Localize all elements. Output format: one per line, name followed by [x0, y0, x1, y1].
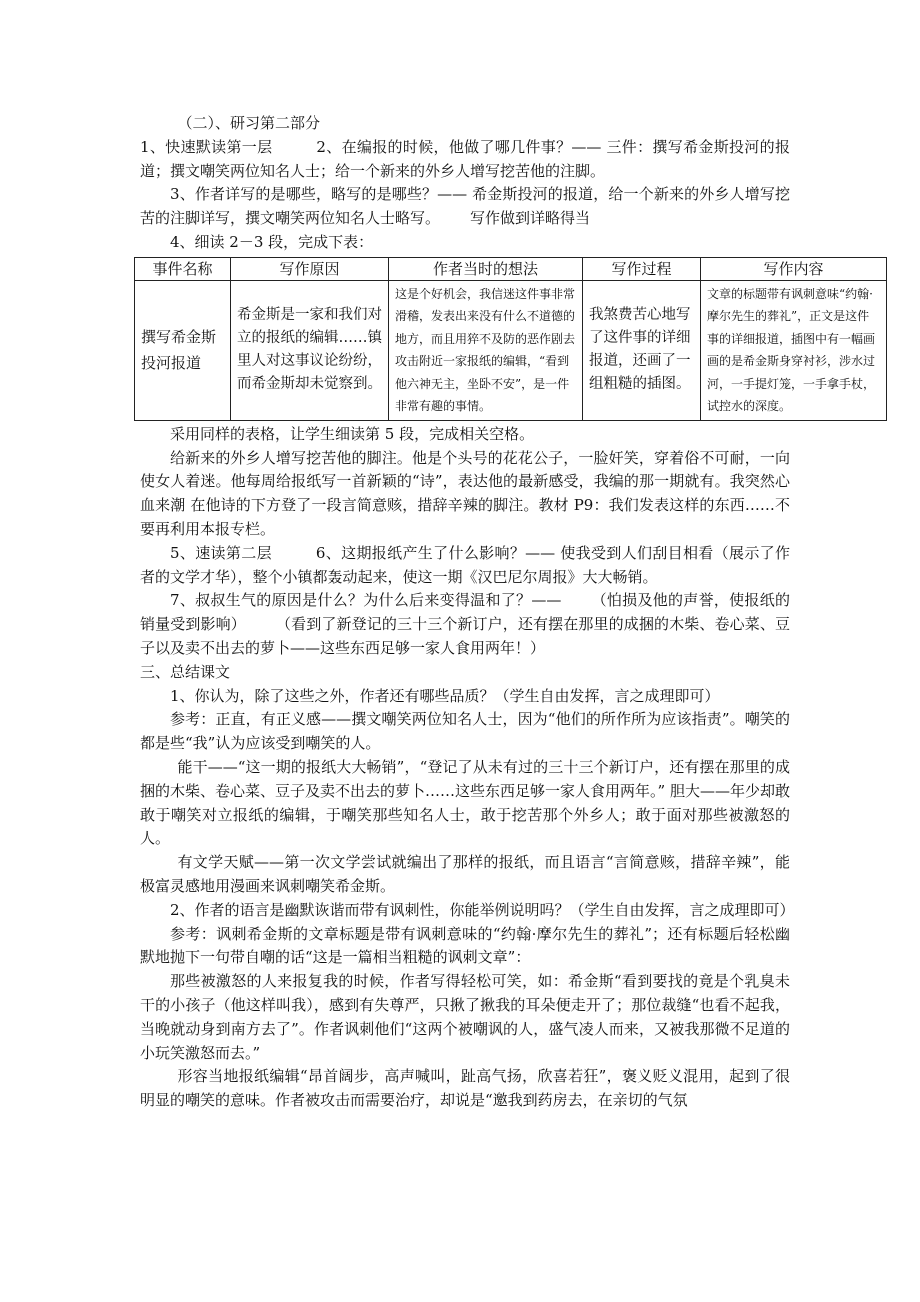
answer-7a: （怕损及他的声誉，使报纸的销量受到影响） [140, 591, 790, 634]
question-3-note: 写作做到详略得当 [470, 209, 591, 228]
instruction-paragraph: 采用同样的表格，让学生细读第 5 段，完成相关空格。 [170, 424, 535, 443]
reference-paragraph-2: 能干——“这一期的报纸大大畅销”，“登记了从未有过的三十三个新订户，还有摆在那里的成捆的木柴、卷心菜、豆子及卖不出去的萝卜……这些东西足够一家人食用两年。” 胆大——年少却敢敢于嘲笑对立报纸的编辑，于嘲笑那些知名人士，敢于挖苦那个外乡人；敢于面对那些被激怒的人。 [140, 757, 790, 848]
table-row [135, 280, 887, 420]
footnote-paragraph: 给新来的外乡人增写挖苦他的脚注。他是个头号的花花公子，一脸奸笑，穿着俗不可耐，一向使女人着迷。他每周给报纸写一首新颖的“诗”，表达他的最新感受，我编的那一期就有。我突然心血来潮 在他诗的下方登了一段言简意赅，措辞辛辣的脚注。教材 P9：我们发表这样的东西……不要再利用本报专栏。 [140, 448, 790, 538]
question-3 [140, 183, 790, 231]
question-paragraph [140, 136, 790, 184]
header-reason: 写作原因 [231, 257, 389, 280]
question-5: 5、速读第二层 [170, 543, 272, 562]
header-thought: 作者当时的想法 [389, 257, 583, 280]
question-1: 1、快速默读第一层 [140, 137, 273, 156]
summary-heading: 三、总结课文 [140, 662, 231, 681]
question-3-text: 3、作者详写的是哪些，略写的是哪些？—— 希金斯投河的报道，给一个新来的外乡人增写挖苦的注脚详写，撰文嘲笑两位知名人士略写。 [140, 185, 790, 228]
reference-paragraph-5: 那些被激怒的人来报复我的时候，作者写得轻松可笑，如：希金斯“看到要找的竟是个乳臭未干的小孩子（他这样叫我），感到有失尊严，只揪了揪我的耳朵便走开了；那位裁缝“也看不起我，当晚就动身到南方去了”。作者讽刺他们“这两个被嘲讽的人，盛气凌人而来，又被我那微不足道的小玩笑激怒而去。” [140, 972, 790, 1062]
table-header-row [135, 257, 887, 280]
header-event: 事件名称 [135, 257, 231, 280]
reference-paragraph-1: 参考：正直，有正义感——撰文嘲笑两位知名人士，因为“他们的所作所为应该指责”。嘲笑的都是些“我”认为应该受到嘲笑的人。 [140, 710, 790, 753]
summary-question-1: 1、你认为，除了这些之外，作者还有哪些品质？（学生自由发挥，言之成理即可） [170, 686, 720, 705]
question-7-text: 7、叔叔生气的原因是什么？为什么后来变得温和了？—— [170, 591, 562, 610]
question-6: 6、这期报纸产生了什么影响？—— 使我受到人们刮目相看（展示了作者的文学才华），整个小镇都轰动起来，使这一期《汉巴尼尔周报》大大畅销。 [140, 543, 790, 586]
reference-paragraph-4: 参考：讽刺希金斯的文章标题是带有讽刺意味的“约翰·摩尔先生的葬礼”；还有标题后轻松幽默地抛下一句带自嘲的话“这是一篇相当粗糙的讽刺文章”： [140, 924, 790, 967]
answer-7b: （看到了新登记的三十三个新订户，还有摆在那里的成捆的木柴、卷心菜、豆子以及卖不出去的萝卜——这些东西足够一家人食用两年！） [140, 615, 790, 657]
question-7 [140, 589, 790, 660]
reference-paragraph-6: 形容当地报纸编辑“昂首阔步，高声喊叫，趾高气扬，欣喜若狂”，褒义贬义混用，起到了很明显的嘲笑的意味。作者被攻击而需要治疗，却说是“邀我到药房去，在亲切的气氛 [140, 1067, 790, 1110]
section-heading: （二）、研习第二部分 [177, 114, 321, 132]
summary-question-2: 2、作者的语言是幽默诙谐而带有讽刺性，你能举例说明吗？（学生自由发挥，言之成理即可） [170, 900, 795, 919]
cell-reason: 希金斯是一家和我们对立的报纸的编辑……镇里人对这事议论纷纷，而希金斯却未觉察到。 [231, 280, 389, 420]
question-5-6 [140, 542, 790, 590]
cell-process: 我煞费苦心地写了这件事的详细报道，还画了一组粗糙的插图。 [583, 280, 701, 420]
analysis-table [134, 257, 887, 421]
question-4: 4、细读 2－3 段，完成下表： [170, 232, 374, 251]
cell-event: 撰写希金斯投河报道 [135, 280, 231, 420]
header-content: 写作内容 [701, 257, 887, 280]
header-process: 写作过程 [583, 257, 701, 280]
question-2: 2、在编报的时候，他做了哪几件事？—— 三件：撰写希金斯投河的报道；撰文嘲笑两位知名人士；给一个新来的外乡人增写挖苦他的注脚。 [140, 137, 790, 180]
document-page [140, 112, 876, 1113]
cell-content: 文章的标题带有讽刺意味“约翰·摩尔先生的葬礼”，正文是这件事的详细报道，插图中有一幅画画的是希金斯身穿衬衫，涉水过河，一手提灯笼，一手拿手杖，试控水的深度。 [701, 280, 887, 420]
reference-paragraph-3: 有文学天赋——第一次文学尝试就编出了那样的报纸，而且语言“言简意赅，措辞辛辣”，能极富灵感地用漫画来讽刺嘲笑希金斯。 [140, 853, 790, 895]
cell-thought: 这是个好机会，我信迷这件事非常滑稽，发表出来没有什么不道德的地方，而且用猝不及防的恶作剧去攻击附近一家报纸的编辑，“看到他六神无主，坐卧不安”，是一件非常有趣的事情。 [389, 280, 583, 420]
